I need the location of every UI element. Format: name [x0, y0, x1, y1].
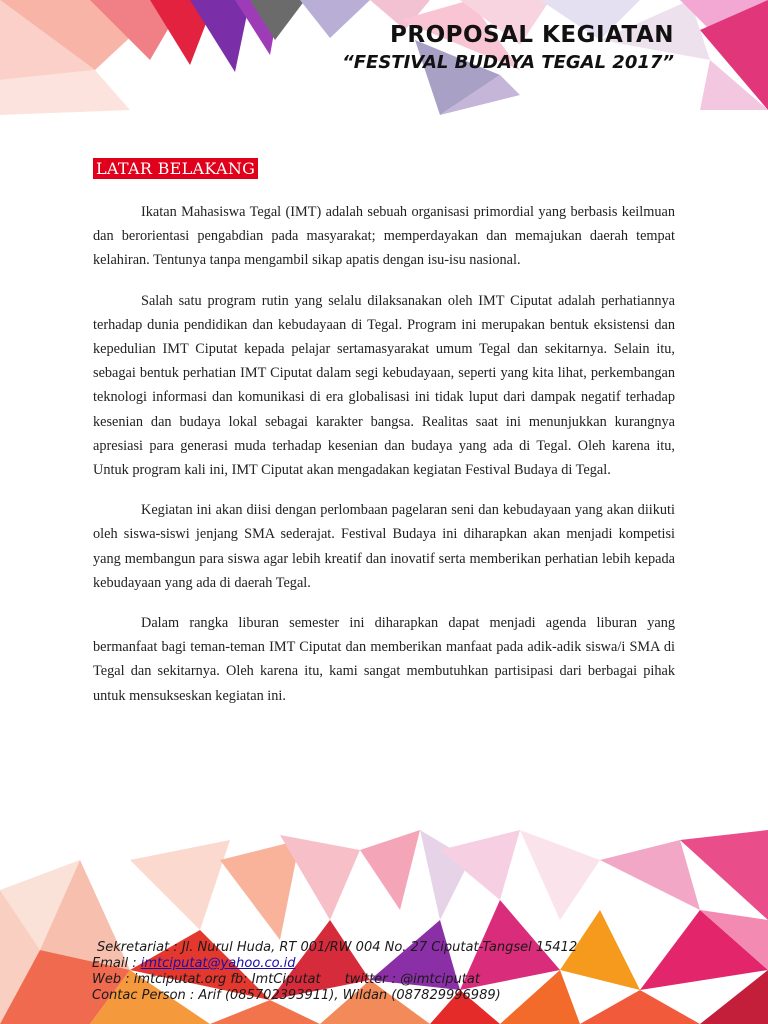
- section-heading: LATAR BELAKANG: [93, 158, 258, 179]
- body-text: [93, 200, 675, 724]
- proposal-title: PROPOSAL KEGIATAN: [390, 22, 674, 48]
- footer-web-line: [92, 972, 712, 988]
- footer-web: Web : imtciputat.org fb: ImtCiputat: [92, 972, 321, 987]
- footer-twitter: twitter : @imtciputat: [344, 972, 480, 987]
- paragraph-4: Dalam rangka liburan semester ini diharapkan dapat menjadi agenda liburan yang bermanfaat bagi teman-teman IMT Ciputat dan memberikan manfaat pada adik-adik siswa/i SMA di Tegal dan sekitarnya. Oleh karena itu, kami sangat membutuhkan partisipasi dari berbagai pihak untuk mensukseskan kegiatan ini.: [93, 615, 675, 704]
- footer-email-line: [92, 956, 712, 972]
- footer-contact-person: Contac Person : Arif (085702393911), Wildan (087829996989): [92, 988, 501, 1003]
- footer-address: Sekretariat : Jl. Nurul Huda, RT 001/RW 004 No. 27 Ciputat-Tangsel 15412: [97, 940, 578, 955]
- paragraph-3: Kegiatan ini akan diisi dengan perlombaan pagelaran seni dan kebudayaan yang akan diikuti oleh siswa-siswi jenjang SMA sederajat. Festival Budaya ini diharapkan akan menjadi kompetisi yang membangun para siswa agar lebih kreatif dan inovatif serta memberikan perhatian lebih kepada kebudayaan yang ada di daerah Tegal.: [93, 502, 675, 591]
- paragraph-1: Ikatan Mahasiswa Tegal (IMT) adalah sebuah organisasi primordial yang berbasis keilmuan dan berorientasi pengabdian pada masyarakat; memperdayakan dan memajukan daerah tempat kelahiran. Tentunya tanpa mengambil sikap apatis dengan isu-isu nasional.: [93, 204, 675, 269]
- paragraph-2: Salah satu program rutin yang selalu dilaksanakan oleh IMT Ciputat adalah perhatiannya terhadap dunia pendidikan dan kebudayaan di Tegal. Program ini merupakan bentuk eksistensi dan kepedulian IMT Ciputat kepada pelajar sertamasyarakat umum Tegal dan sekitarnya. Selain itu, sebagai bentuk perhatian IMT Ciputat dalam segi kebudayaan, seperti yang kita lihat, perkembangan teknologi informasi dan komunikasi di era globalisasi ini tidak luput dari dampak negatif terhadap kesenian dan budaya lokal sebagai karakter bangsa. Realitas saat ini menunjukkan kurangnya apresiasi para generasi muda terhadap kesenian dan budaya yang ada di Tegal. Oleh karena itu, Untuk program kali ini, IMT Ciputat akan mengadakan kegiatan Festival Budaya di Tegal.: [93, 292, 675, 479]
- footer-contact: [92, 940, 712, 1004]
- event-subtitle: “FESTIVAL BUDAYA TEGAL 2017”: [342, 52, 674, 73]
- footer-email-label: Email :: [92, 956, 141, 971]
- email-link[interactable]: imtciputat@yahoo.co.id: [140, 956, 296, 971]
